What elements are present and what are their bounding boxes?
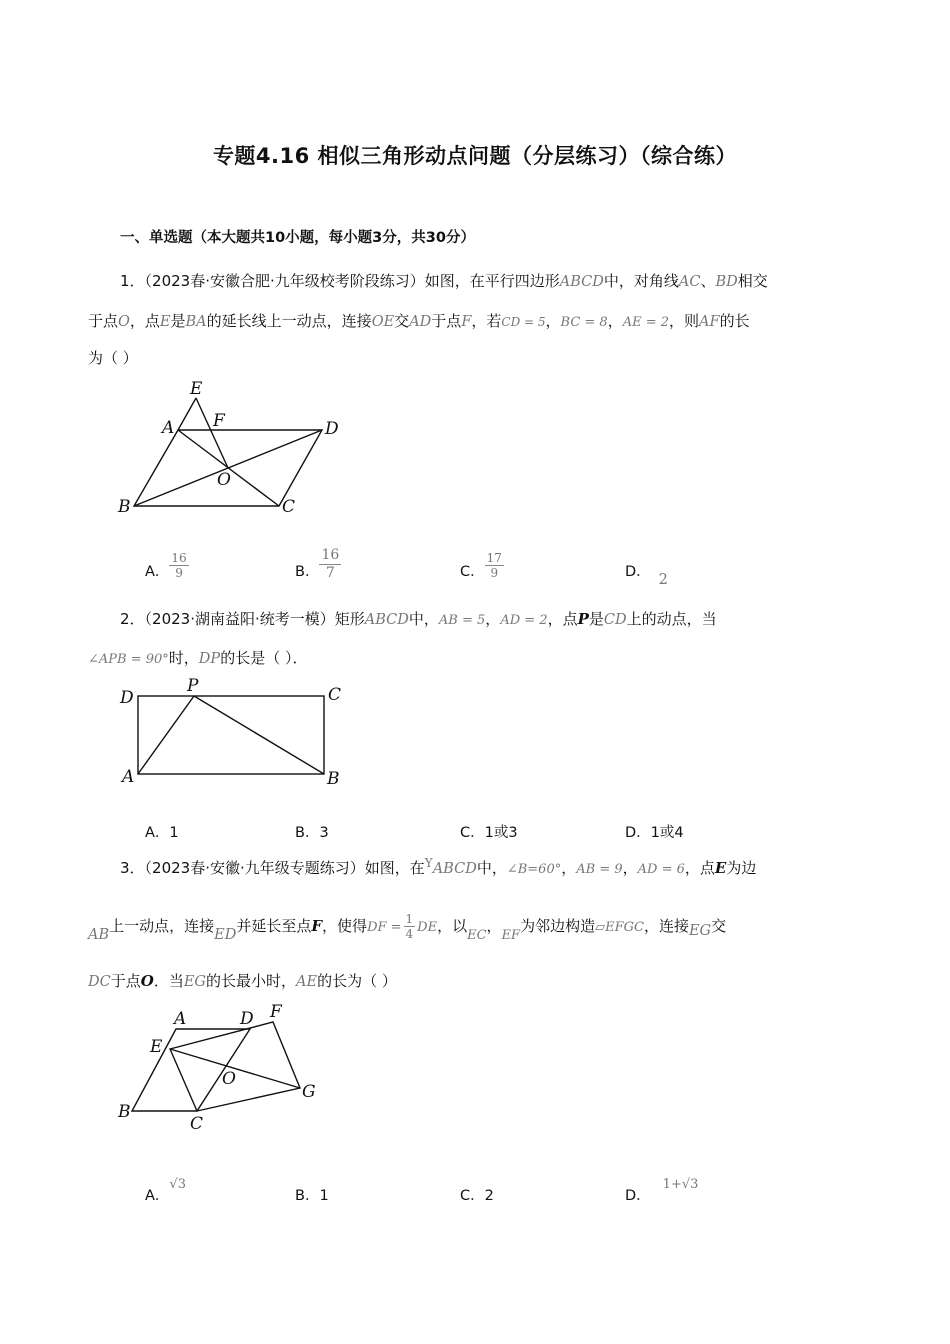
option-label: D． bbox=[625, 1188, 651, 1204]
q3-option-a[interactable] bbox=[145, 1177, 186, 1205]
q3-text: 如图，在 bbox=[364, 859, 425, 877]
q1-math-af: AF bbox=[699, 314, 720, 330]
q1-text: 如图，在平行四边形 bbox=[424, 272, 560, 290]
q1-segment-ae bbox=[178, 398, 196, 430]
q2-option-d[interactable]: D．1或4 bbox=[625, 825, 684, 841]
q1-text: 的延长线上一动点，连接 bbox=[206, 312, 372, 330]
q1-text: ，若 bbox=[471, 312, 502, 330]
fraction-numerator: 1 bbox=[405, 912, 414, 926]
q3-text: 的长最小时， bbox=[206, 972, 297, 990]
q2-math-ab5: AB = 5 bbox=[438, 613, 486, 628]
q1-label-a: A bbox=[162, 418, 175, 438]
q3-figure bbox=[112, 1000, 332, 1136]
q2-segment-pb bbox=[194, 696, 324, 774]
q1-math-e: E bbox=[159, 314, 171, 330]
q3-line-3 bbox=[88, 970, 397, 991]
q2-math-ad2: AD = 2 bbox=[500, 613, 548, 628]
q2-text: 的长是（ ）． bbox=[220, 649, 308, 667]
q2-math-angle: ∠APB = 90° bbox=[88, 652, 169, 667]
q1-label-f: F bbox=[213, 411, 225, 431]
q2-option-b[interactable]: B．3 bbox=[295, 825, 329, 841]
fraction-numerator: 17 bbox=[486, 550, 502, 565]
q3-label-c: C bbox=[190, 1114, 204, 1134]
q1-label-e: E bbox=[190, 379, 203, 399]
q2-math-dp: DP bbox=[198, 651, 221, 667]
q1-math-abcd: ABCD bbox=[559, 274, 604, 290]
option-value: √3 bbox=[169, 1177, 186, 1192]
q3-label-g: G bbox=[302, 1082, 316, 1102]
q3-option-b[interactable]: B．1 bbox=[295, 1188, 329, 1204]
q3-text: 交 bbox=[711, 917, 727, 935]
fraction-numerator: 16 bbox=[321, 546, 340, 563]
q3-text: 为边 bbox=[726, 859, 757, 877]
q1-math-ae2: AE = 2 bbox=[622, 315, 670, 330]
q1-line-3: 为（ ） bbox=[88, 349, 138, 367]
q2-number: 2． bbox=[120, 610, 145, 628]
option-value: 2 bbox=[658, 572, 668, 588]
q3-text: 中， bbox=[476, 859, 507, 877]
page-title: 专题4.16 相似三角形动点问题（分层练习）（综合练） bbox=[212, 144, 738, 168]
q1-label-b: B bbox=[118, 497, 131, 517]
q1-text: 中，对角线 bbox=[603, 272, 679, 290]
q3-math-eg: EG bbox=[688, 923, 712, 939]
q2-option-c[interactable]: C．1或3 bbox=[460, 825, 518, 841]
q3-text: ，以 bbox=[437, 917, 468, 935]
option-label: A． bbox=[145, 564, 170, 580]
q3-math-e: E bbox=[714, 859, 727, 877]
q2-label-d: D bbox=[120, 688, 134, 708]
q3-text: ，连接 bbox=[643, 917, 689, 935]
q3-option-c[interactable]: C．2 bbox=[460, 1188, 494, 1204]
q3-math-ab9: AB = 9 bbox=[576, 862, 623, 877]
q2-line-1 bbox=[120, 608, 717, 629]
q2-text: 时， bbox=[168, 649, 199, 667]
q1-text: ，点 bbox=[129, 312, 160, 330]
q3-math-f: F bbox=[311, 917, 323, 935]
q2-math-cd: CD bbox=[603, 612, 627, 628]
q2-text: 上的动点，当 bbox=[626, 610, 717, 628]
q1-math-ac: AC bbox=[678, 274, 701, 290]
q2-label-c: C bbox=[328, 685, 342, 705]
q1-text: 、 bbox=[700, 272, 716, 290]
q3-text: ，点 bbox=[684, 859, 715, 877]
q3-math-de: DE bbox=[417, 920, 438, 935]
q3-parallelogram-symbol: Y bbox=[424, 856, 433, 870]
fraction-denominator: 9 bbox=[490, 565, 499, 580]
q3-number: 3． bbox=[120, 859, 145, 877]
q1-text: 是 bbox=[170, 312, 186, 330]
q1-segment-eo bbox=[196, 398, 228, 468]
q3-text: ， bbox=[486, 917, 502, 935]
option-label: B． bbox=[295, 564, 320, 580]
q1-text: ， bbox=[545, 312, 561, 330]
q1-line-2 bbox=[88, 310, 750, 331]
q2-figure bbox=[112, 676, 352, 790]
q3-text: 并延长至点 bbox=[236, 917, 312, 935]
q3-text: ，使得 bbox=[322, 917, 368, 935]
q1-math-cd5: CD = 5 bbox=[501, 315, 546, 329]
q3-math-ae: AE bbox=[296, 974, 318, 990]
q1-text: 交 bbox=[394, 312, 410, 330]
q2-math-abcd: ABCD bbox=[364, 612, 409, 628]
q3-math-eg2: EG bbox=[183, 974, 207, 990]
section-header: 一、单选题（本大题共10小题，每小题3分，共30分） bbox=[120, 230, 475, 246]
q1-number: 1． bbox=[120, 272, 145, 290]
q3-text: ， bbox=[561, 859, 577, 877]
q2-segment-ap bbox=[138, 696, 194, 774]
q3-text: 为邻边构造 bbox=[520, 917, 596, 935]
option-label: D． bbox=[625, 564, 651, 580]
q3-math-abcd: ABCD bbox=[432, 861, 477, 877]
q3-math-efgc: ▱EFGC bbox=[595, 920, 644, 935]
q2-math-p: P bbox=[577, 610, 589, 628]
q1-text: 于点 bbox=[431, 312, 462, 330]
q2-text: 是 bbox=[588, 610, 604, 628]
q3-math-ec: EC bbox=[467, 928, 487, 943]
q2-text: 中， bbox=[408, 610, 439, 628]
q1-figure bbox=[112, 372, 352, 520]
q1-math-f: F bbox=[461, 314, 472, 330]
q1-text: ，则 bbox=[669, 312, 700, 330]
q3-label-o: O bbox=[222, 1069, 236, 1089]
q3-text: 上一动点，连接 bbox=[109, 917, 215, 935]
q3-math-ad6: AD = 6 bbox=[637, 862, 685, 877]
q1-option-b[interactable] bbox=[295, 546, 341, 582]
q2-label-a: A bbox=[122, 767, 135, 787]
q1-text: ， bbox=[607, 312, 623, 330]
q3-parallelogram-efgc bbox=[170, 1022, 300, 1111]
fraction-denominator: 4 bbox=[405, 927, 414, 941]
q2-option-a[interactable]: A．1 bbox=[145, 825, 179, 841]
q2-text: 矩形 bbox=[334, 610, 365, 628]
q3-math-o: O bbox=[140, 972, 154, 990]
q3-label-b: B bbox=[118, 1102, 131, 1122]
q1-label-d: D bbox=[325, 419, 339, 439]
q1-label-c: C bbox=[282, 497, 296, 517]
q3-label-a: A bbox=[174, 1009, 187, 1029]
q3-math-ab: AB bbox=[88, 927, 110, 943]
q3-label-f: F bbox=[270, 1002, 282, 1022]
q3-math-ef: EF bbox=[501, 928, 521, 943]
q3-label-d: D bbox=[240, 1009, 254, 1029]
q1-text: 于点 bbox=[88, 312, 119, 330]
q1-math-ba: BA bbox=[185, 314, 207, 330]
q2-source: （2023·湖南益阳·统考一模） bbox=[144, 610, 335, 628]
q1-math-oe: OE bbox=[371, 314, 395, 330]
q3-math-df: DF = bbox=[367, 920, 402, 935]
q3-line-1 bbox=[120, 857, 756, 878]
fraction-denominator: 9 bbox=[175, 565, 183, 580]
option-label: C． bbox=[460, 564, 485, 580]
q3-text: 于点 bbox=[110, 972, 141, 990]
q1-source: （2023春·安徽合肥·九年级校考阶段练习） bbox=[144, 272, 425, 290]
q1-math-o: O bbox=[118, 314, 130, 330]
q3-text: ．当 bbox=[153, 972, 184, 990]
q3-option-d[interactable] bbox=[625, 1177, 699, 1205]
q1-label-o: O bbox=[217, 470, 231, 490]
q1-option-d[interactable] bbox=[625, 560, 668, 588]
q1-option-c[interactable] bbox=[460, 550, 504, 581]
q3-math-angle: ∠B=60° bbox=[506, 862, 562, 877]
q2-line-2 bbox=[88, 647, 307, 668]
q1-text: 相交 bbox=[737, 272, 768, 290]
q2-label-b: B bbox=[327, 769, 340, 789]
q1-math-ad: AD bbox=[409, 314, 432, 330]
q1-line-1 bbox=[120, 270, 768, 291]
q3-source: （2023春·安徽·九年级专题练习） bbox=[144, 859, 365, 877]
q1-text: 的长 bbox=[719, 312, 750, 330]
q1-math-bd: BD bbox=[715, 274, 738, 290]
option-label: A． bbox=[145, 1188, 170, 1204]
q1-option-a[interactable] bbox=[145, 550, 189, 581]
q2-text: ，点 bbox=[547, 610, 578, 628]
fraction-denominator: 7 bbox=[325, 564, 335, 581]
fraction-numerator: 16 bbox=[171, 550, 187, 565]
q3-label-e: E bbox=[150, 1037, 163, 1057]
q2-label-p: P bbox=[187, 676, 199, 696]
q3-line-2 bbox=[88, 912, 726, 941]
q3-math-dc: DC bbox=[88, 974, 111, 990]
q2-text: ， bbox=[485, 610, 501, 628]
q1-math-bc8: BC = 8 bbox=[560, 315, 608, 330]
q3-text: ， bbox=[622, 859, 638, 877]
option-value: 1+√3 bbox=[662, 1177, 699, 1192]
q3-text: 的长为（ ） bbox=[317, 972, 397, 990]
q3-math-ed: ED bbox=[214, 927, 237, 943]
